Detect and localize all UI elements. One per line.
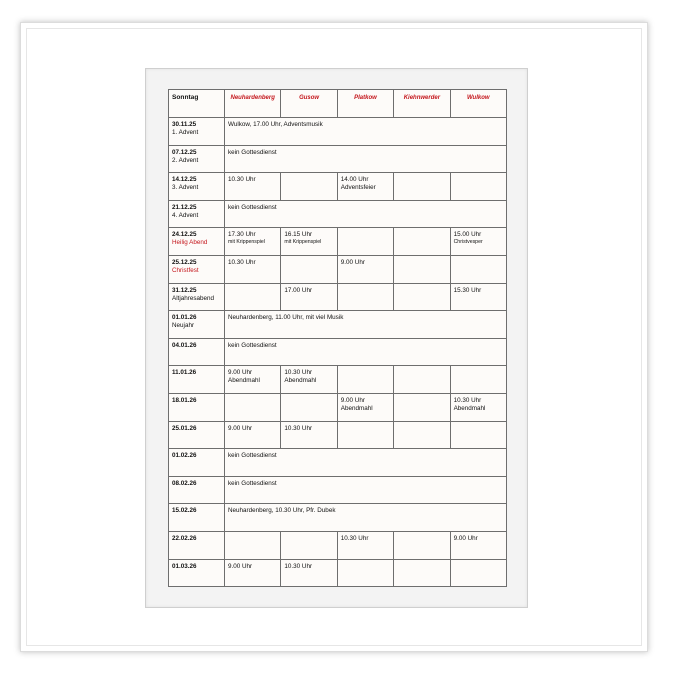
date-cell [169,504,225,532]
service-cell [281,559,337,587]
merged-note: kein Gottesdienst [228,341,277,349]
service-cell [450,393,506,421]
occasion-label: Heilig Abend [172,239,208,247]
service-cell [281,255,337,283]
service-date: 21.12.25 [172,203,197,211]
table-row [169,118,507,146]
service-time: 17.00 Uhr [284,286,313,294]
service-cell [225,366,281,394]
date-cell [169,173,225,201]
date-cell [169,283,225,311]
date-cell [169,255,225,283]
service-date: 01.03.26 [172,562,197,570]
service-cell [337,255,393,283]
service-date: 08.02.26 [172,479,197,487]
service-cell [225,228,281,256]
service-time: 15.30 Uhr [453,286,482,294]
table-row [169,476,507,504]
header-day: Sonntag [169,90,225,118]
service-cell [394,559,450,587]
service-time: 9.00 Uhr [228,562,253,570]
date-cell [169,559,225,587]
service-cell [225,421,281,449]
date-cell [169,200,225,228]
table-row [169,228,507,256]
service-time: 10.30 Uhr Abendmahl [284,369,317,385]
service-date: 25.12.25 [172,258,197,266]
service-time: 9.00 Uhr [228,424,253,432]
table-row [169,559,507,587]
occasion-label: 1. Advent [172,129,199,136]
table-row [169,200,507,228]
service-time: 10.30 Uhr [284,562,313,570]
service-cell [450,421,506,449]
service-cell [281,421,337,449]
merged-note: Neuhardenberg, 11.00 Uhr, mit viel Musik [228,314,344,322]
service-cell [394,393,450,421]
service-cell [281,393,337,421]
service-date: 01.01.26 [172,314,197,322]
service-date: 18.01.26 [172,396,197,404]
service-cell [225,531,281,559]
service-time: 9.00 Uhr [340,258,365,266]
table-row [169,366,507,394]
table-row [169,504,507,532]
date-cell [169,145,225,173]
service-time: 10.30 Uhr [228,258,256,266]
service-cell [450,255,506,283]
merged-note: kein Gottesdienst [228,452,277,460]
service-time: 15.00 Uhr [453,231,482,239]
service-cell [450,559,506,587]
table-row [169,421,507,449]
date-cell [169,421,225,449]
service-time: 16.15 Uhr [284,231,313,239]
service-time: 9.00 Uhr Abendmahl [340,396,373,412]
merged-note: kein Gottesdienst [228,148,277,156]
service-cell [394,173,450,201]
service-note: mit Krippenspiel [284,239,322,246]
service-cell [450,228,506,256]
table-row [169,283,507,311]
service-time: 9.00 Uhr [453,534,478,542]
occasion-label: Neujahr [172,322,195,330]
service-cell [337,393,393,421]
service-cell [450,531,506,559]
service-cell [337,228,393,256]
service-cell [281,283,337,311]
header-location: Wulkow [450,90,506,118]
header-location: Kiehnwerder [394,90,450,118]
merged-note-cell [225,311,507,339]
service-cell [337,531,393,559]
service-note: mit Krippenspiel [228,239,265,246]
service-note: Christvesper [453,239,483,246]
merged-note-cell [225,449,507,477]
service-cell [394,531,450,559]
date-cell [169,311,225,339]
merged-note: kein Gottesdienst [228,479,277,487]
merged-note: kein Gottesdienst [228,203,277,211]
occasion-label: 3. Advent [172,184,199,192]
service-time: 10.30 Uhr Abendmahl [453,396,486,412]
service-cell [337,283,393,311]
service-cell [225,393,281,421]
header-location: Neuhardenberg [225,90,281,118]
service-time: 10.30 Uhr [228,176,256,184]
merged-note-cell [225,338,507,366]
service-time: 9.00 Uhr Abendmahl [228,369,260,385]
header-location: Gusow [281,90,337,118]
header-row [169,90,507,118]
table-row [169,338,507,366]
occasion-label: 2. Advent [172,156,199,164]
service-cell [337,421,393,449]
date-cell [169,449,225,477]
service-date: 25.01.26 [172,424,197,432]
service-cell [450,173,506,201]
date-cell [169,228,225,256]
service-date: 22.02.26 [172,534,197,542]
schedule-sheet [145,68,528,608]
service-cell [225,255,281,283]
merged-note: Wulkow, 17.00 Uhr, Adventsmusik [228,121,323,128]
date-cell [169,366,225,394]
table-row [169,255,507,283]
table-row [169,311,507,339]
service-schedule-table [168,89,507,587]
service-cell [337,366,393,394]
service-cell [394,283,450,311]
date-cell [169,531,225,559]
table-row [169,145,507,173]
merged-note-cell [225,476,507,504]
service-cell [394,228,450,256]
date-cell [169,338,225,366]
service-date: 07.12.25 [172,148,197,156]
merged-note-cell [225,118,507,146]
service-cell [225,559,281,587]
table-row [169,393,507,421]
service-date: 30.11.25 [172,121,197,128]
service-cell [225,283,281,311]
service-date: 11.01.26 [172,369,197,377]
merged-note-cell [225,200,507,228]
service-cell [394,421,450,449]
merged-note: Neuhardenberg, 10.30 Uhr, Pfr. Dubek [228,507,336,515]
merged-note-cell [225,504,507,532]
header-location: Platkow [337,90,393,118]
occasion-label: Altjahresabend [172,294,215,302]
occasion-label: 4. Advent [172,211,199,219]
service-cell [450,283,506,311]
date-cell [169,393,225,421]
service-cell [450,366,506,394]
date-cell [169,476,225,504]
table-row [169,449,507,477]
service-cell [281,173,337,201]
service-date: 01.02.26 [172,452,197,460]
service-cell [281,531,337,559]
service-date: 14.12.25 [172,176,197,184]
service-time: 10.30 Uhr [340,534,369,542]
merged-note-cell [225,145,507,173]
service-cell [337,173,393,201]
service-cell [225,173,281,201]
service-date: 31.12.25 [172,286,197,294]
service-time: 17.30 Uhr [228,231,256,239]
service-date: 24.12.25 [172,231,197,239]
service-cell [281,366,337,394]
service-cell [281,228,337,256]
service-time: 14.00 Uhr Adventsfeier [340,176,376,192]
table-row [169,173,507,201]
service-date: 15.02.26 [172,507,197,515]
table-row [169,531,507,559]
service-time: 10.30 Uhr [284,424,313,432]
service-date: 04.01.26 [172,341,197,349]
service-cell [394,255,450,283]
service-cell [394,366,450,394]
date-cell [169,118,225,146]
service-cell [337,559,393,587]
occasion-label: Christfest [172,266,199,274]
